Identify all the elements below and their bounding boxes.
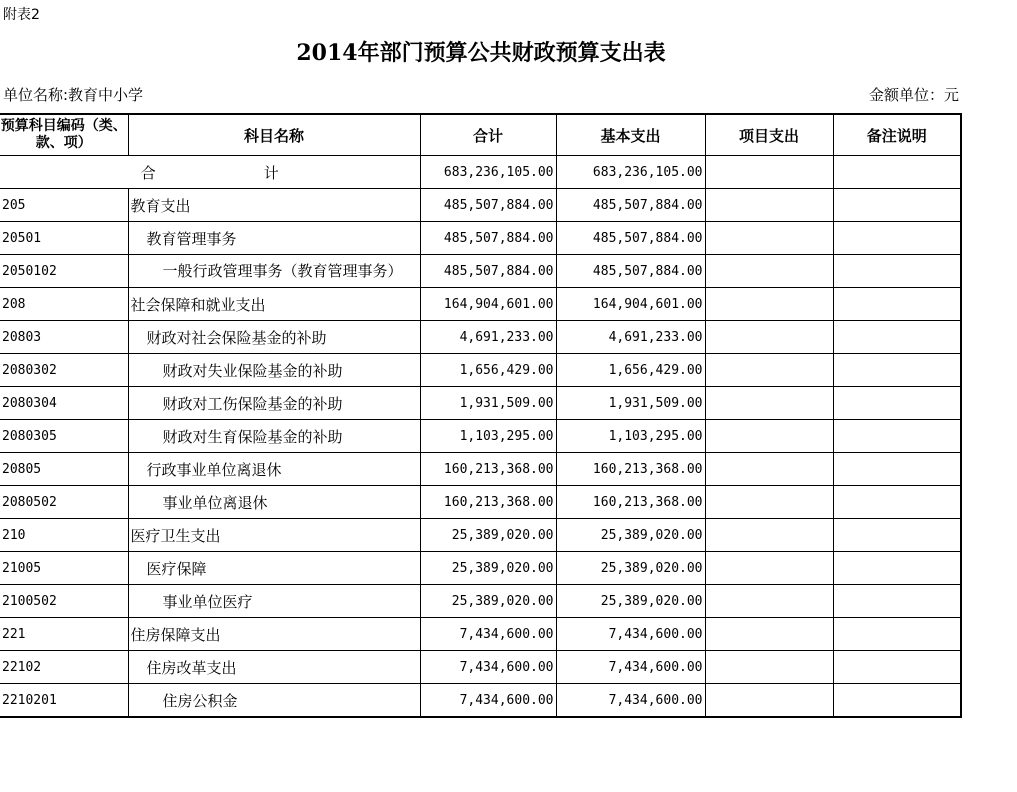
budget-table — [0, 113, 962, 718]
row-code: 2080502 — [0, 486, 128, 519]
row-name: 事业单位医疗 — [128, 585, 420, 618]
header-name: 科目名称 — [128, 114, 420, 156]
row-remark — [833, 354, 961, 387]
row-total: 25,389,020.00 — [420, 552, 556, 585]
row-total: 7,434,600.00 — [420, 684, 556, 718]
row-name: 财政对社会保险基金的补助 — [128, 321, 420, 354]
amount-unit: 金额单位：元 — [868, 86, 959, 104]
table-row — [0, 321, 961, 354]
row-project — [705, 684, 833, 718]
row-basic: 485,507,884.00 — [556, 222, 705, 255]
annex-label: 附表2 — [3, 7, 40, 23]
row-basic: 25,389,020.00 — [556, 519, 705, 552]
row-basic: 25,389,020.00 — [556, 585, 705, 618]
row-name: 医疗保障 — [128, 552, 420, 585]
row-name: 财政对生育保险基金的补助 — [128, 420, 420, 453]
table-row — [0, 519, 961, 552]
row-project — [705, 651, 833, 684]
row-project — [705, 288, 833, 321]
table-row — [0, 255, 961, 288]
row-code: 2100502 — [0, 585, 128, 618]
row-remark — [833, 321, 961, 354]
row-project — [705, 618, 833, 651]
total-basic: 683,236,105.00 — [556, 156, 705, 189]
total-remark — [833, 156, 961, 189]
row-total: 160,213,368.00 — [420, 453, 556, 486]
row-name: 财政对失业保险基金的补助 — [128, 354, 420, 387]
row-total: 25,389,020.00 — [420, 519, 556, 552]
row-code: 2080302 — [0, 354, 128, 387]
row-basic: 160,213,368.00 — [556, 486, 705, 519]
row-code: 2080304 — [0, 387, 128, 420]
row-name: 医疗卫生支出 — [128, 519, 420, 552]
row-code: 208 — [0, 288, 128, 321]
row-remark — [833, 420, 961, 453]
row-remark — [833, 684, 961, 718]
row-total: 1,103,295.00 — [420, 420, 556, 453]
row-remark — [833, 189, 961, 222]
row-total: 485,507,884.00 — [420, 222, 556, 255]
row-name: 社会保障和就业支出 — [128, 288, 420, 321]
table-row — [0, 684, 961, 718]
row-remark — [833, 453, 961, 486]
row-project — [705, 222, 833, 255]
row-code: 22102 — [0, 651, 128, 684]
row-project — [705, 552, 833, 585]
row-basic: 160,213,368.00 — [556, 453, 705, 486]
row-name: 一般行政管理事务（教育管理事务） — [128, 255, 420, 288]
row-name: 住房保障支出 — [128, 618, 420, 651]
row-name: 事业单位离退休 — [128, 486, 420, 519]
row-remark — [833, 585, 961, 618]
row-basic: 1,656,429.00 — [556, 354, 705, 387]
row-project — [705, 585, 833, 618]
row-project — [705, 354, 833, 387]
total-label-b: 计 — [263, 163, 279, 182]
row-remark — [833, 387, 961, 420]
row-basic: 7,434,600.00 — [556, 618, 705, 651]
row-code: 2080305 — [0, 420, 128, 453]
row-basic: 7,434,600.00 — [556, 684, 705, 718]
row-code: 205 — [0, 189, 128, 222]
total-label-a: 合 — [140, 163, 156, 182]
total-label — [0, 156, 420, 189]
header-basic: 基本支出 — [556, 114, 705, 156]
row-project — [705, 255, 833, 288]
table-row — [0, 189, 961, 222]
row-name: 教育支出 — [128, 189, 420, 222]
row-basic: 4,691,233.00 — [556, 321, 705, 354]
row-remark — [833, 486, 961, 519]
row-total: 1,931,509.00 — [420, 387, 556, 420]
row-basic: 25,389,020.00 — [556, 552, 705, 585]
row-code: 20501 — [0, 222, 128, 255]
row-basic: 7,434,600.00 — [556, 651, 705, 684]
row-basic: 1,931,509.00 — [556, 387, 705, 420]
header-row — [0, 114, 961, 156]
table-row — [0, 354, 961, 387]
row-basic: 1,103,295.00 — [556, 420, 705, 453]
row-total: 4,691,233.00 — [420, 321, 556, 354]
table-row — [0, 288, 961, 321]
unit-name: 单位名称:教育中小学 — [3, 86, 144, 104]
row-total: 7,434,600.00 — [420, 651, 556, 684]
table-row — [0, 651, 961, 684]
row-basic: 485,507,884.00 — [556, 189, 705, 222]
row-basic: 485,507,884.00 — [556, 255, 705, 288]
row-remark — [833, 255, 961, 288]
row-total: 1,656,429.00 — [420, 354, 556, 387]
row-remark — [833, 288, 961, 321]
table-row — [0, 486, 961, 519]
row-total: 7,434,600.00 — [420, 618, 556, 651]
row-remark — [833, 519, 961, 552]
row-code: 21005 — [0, 552, 128, 585]
row-total: 164,904,601.00 — [420, 288, 556, 321]
row-total: 485,507,884.00 — [420, 189, 556, 222]
row-code: 20803 — [0, 321, 128, 354]
header-total: 合计 — [420, 114, 556, 156]
row-code: 2210201 — [0, 684, 128, 718]
row-project — [705, 387, 833, 420]
row-project — [705, 321, 833, 354]
row-code: 210 — [0, 519, 128, 552]
table-row — [0, 453, 961, 486]
row-name: 住房公积金 — [128, 684, 420, 718]
table-row — [0, 420, 961, 453]
row-code: 2050102 — [0, 255, 128, 288]
row-project — [705, 420, 833, 453]
row-code: 20805 — [0, 453, 128, 486]
table-row — [0, 222, 961, 255]
row-basic: 164,904,601.00 — [556, 288, 705, 321]
table-row — [0, 387, 961, 420]
total-amount: 683,236,105.00 — [420, 156, 556, 189]
table-row — [0, 585, 961, 618]
row-remark — [833, 651, 961, 684]
header-remark: 备注说明 — [833, 114, 961, 156]
page-title: 2014年部门预算公共财政预算支出表 — [296, 40, 666, 66]
row-project — [705, 189, 833, 222]
total-row — [0, 156, 961, 189]
row-remark — [833, 222, 961, 255]
row-project — [705, 453, 833, 486]
row-project — [705, 486, 833, 519]
header-project: 项目支出 — [705, 114, 833, 156]
row-project — [705, 519, 833, 552]
header-code: 预算科目编码（类、款、项） — [0, 114, 128, 156]
table-row — [0, 552, 961, 585]
row-total: 485,507,884.00 — [420, 255, 556, 288]
table-row — [0, 618, 961, 651]
row-name: 教育管理事务 — [128, 222, 420, 255]
row-name: 财政对工伤保险基金的补助 — [128, 387, 420, 420]
row-name: 住房改革支出 — [128, 651, 420, 684]
total-project — [705, 156, 833, 189]
row-total: 25,389,020.00 — [420, 585, 556, 618]
row-remark — [833, 618, 961, 651]
row-remark — [833, 552, 961, 585]
row-code: 221 — [0, 618, 128, 651]
row-total: 160,213,368.00 — [420, 486, 556, 519]
row-name: 行政事业单位离退休 — [128, 453, 420, 486]
